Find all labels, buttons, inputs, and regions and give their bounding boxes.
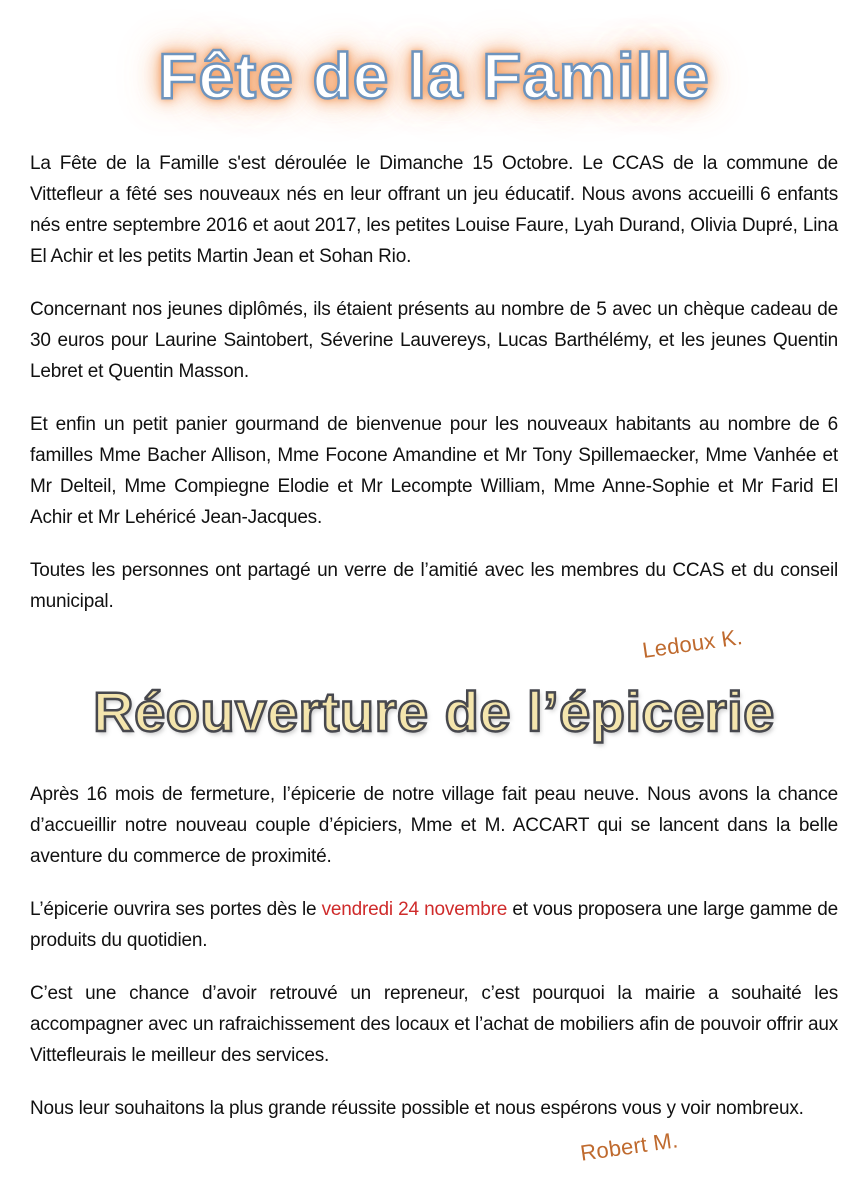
signature-line-ledoux [30,623,838,665]
opening-date-highlight: vendredi 24 novembre [321,898,508,920]
article-title-reouverture-epicerie: Réouverture de l’épicerie [93,679,775,743]
paragraph-fete-diplomes: Concernant nos jeunes diplômés, ils étaient présents au nombre de 5 avec un chèque cadeau de 30 euros pour Laurine Saintobert, Séverine Lauvereys, Lucas Barthélémy, et les jeunes Quentin Lebret et Quentin Masson. [30,298,838,382]
page-content [0,148,868,1168]
paragraph-epicerie-mairie: C’est une chance d’avoir retrouvé un repreneur, c’est pourquoi la mairie a souhaité les accompagner avec un rafraichissement des locaux et l’achat de mobiliers afin de pouvoir offrir aux Vittefleurais le meilleur des services. [30,982,838,1066]
paragraph-epicerie-voeux: Nous leur souhaitons la plus grande réussite possible et nous espérons vous y voir nombreux. [30,1097,804,1119]
signature-line-robert [30,1126,838,1168]
paragraph-fete-nouveaux-habitants: Et enfin un petit panier gourmand de bienvenue pour les nouveaux habitants au nombre de 6 familles Mme Bacher Allison, Mme Focone Amandine et Mr Tony Spillemaecker, Mme Vanhée et Mr Delteil, Mme Compiegne Elodie et Mr Lecompte William, Mme Anne-Sophie et Mr Farid El Achir et Mr Lehéricé Jean-Jacques. [30,413,838,528]
paragraph-epicerie-intro: Après 16 mois de fermeture, l’épicerie de notre village fait peau neuve. Nous avons la chance d’accueillir notre nouveau couple d’épiciers, Mme et M. ACCART qui se lancent dans la belle aventure du commerce de proximité. [30,783,838,867]
paragraph-epicerie-ouverture [30,894,838,956]
opening-text-before: L’épicerie ouvrira ses portes dès le [30,898,322,920]
signature-ledoux: Ledoux K. [640,623,745,663]
paragraph-fete-intro: La Fête de la Famille s'est déroulée le Dimanche 15 Octobre. Le CCAS de la commune de Vittefleur a fêté ses nouveaux nés en leur offrant un jeu éducatif. Nous avons accueilli 6 enfants nés entre septembre 2016 et aout 2017, les petites Louise Faure, Lyah Durand, Olivia Dupré, Lina El Achir et les petits Martin Jean et Sohan Rio. [30,152,838,267]
paragraph-fete-verre-amitie: Toutes les personnes ont partagé un verre de l’amitié avec les membres du CCAS et du conseil municipal. [30,559,838,612]
signature-robert: Robert M. [578,1126,680,1166]
opening-text-after: et vous proposera une large gamme de produits du quotidien. [30,898,838,951]
article-title-fete-de-la-famille: Fête de la Famille [158,40,710,112]
